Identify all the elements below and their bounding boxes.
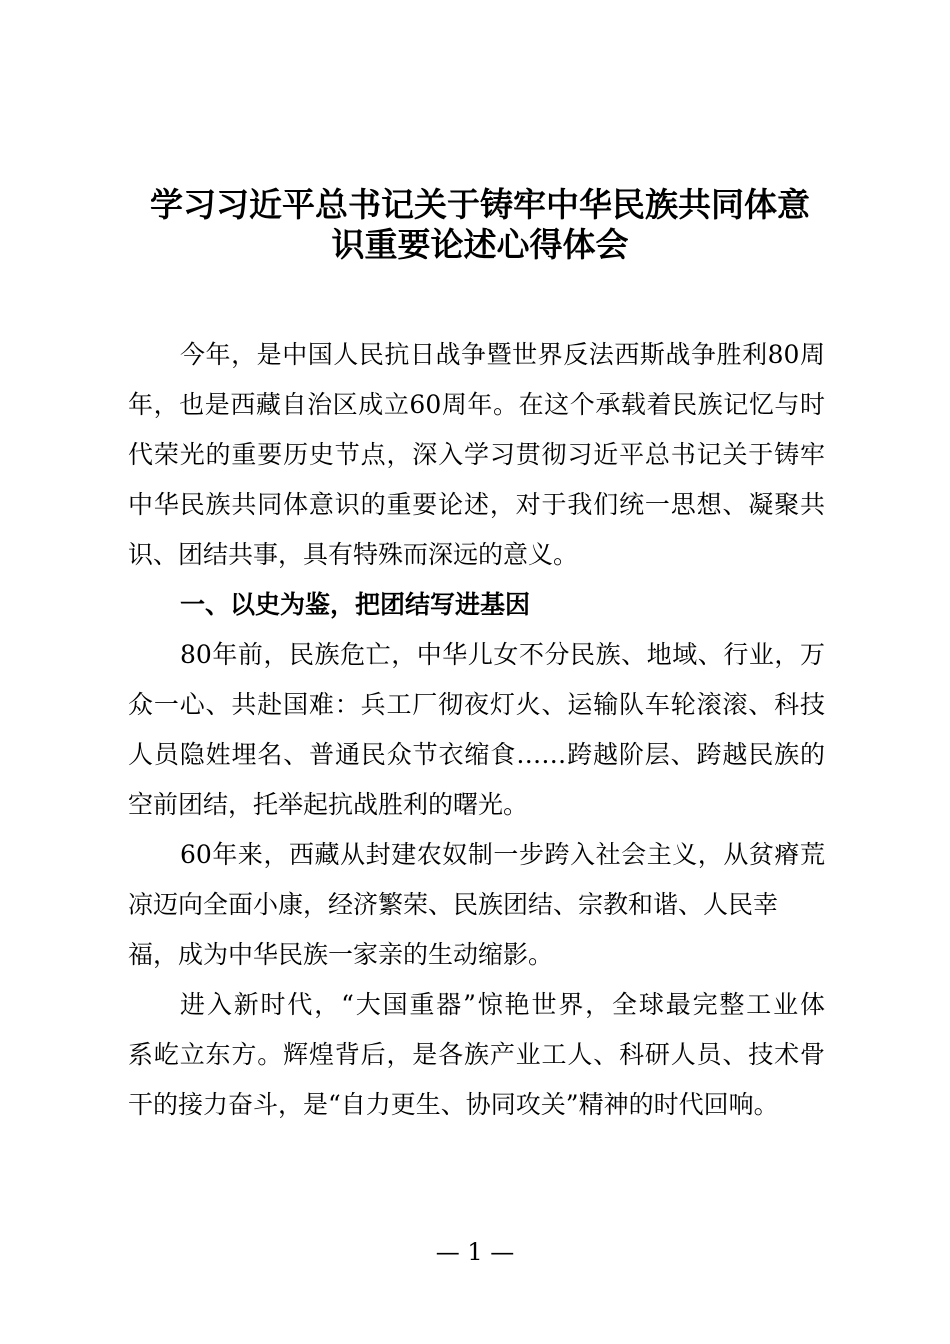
paragraph-line: 识、团结共事，具有特殊而深远的意义。 — [128, 540, 579, 569]
paragraph-line: 系屹立东方。辉煌背后，是各族产业工人、科研人员、技术骨 — [128, 1040, 825, 1069]
paragraph-line: 今年，是中国人民抗日战争暨世界反法西斯战争胜利80周 — [180, 340, 825, 369]
paragraph-line: 众一心、共赴国难：兵工厂彻夜灯火、运输队车轮滚滚、科技 — [128, 690, 825, 719]
paragraph-line: 福，成为中华民族一家亲的生动缩影。 — [128, 940, 554, 969]
paragraph-line: 代荣光的重要历史节点，深入学习贯彻习近平总书记关于铸牢 — [128, 440, 825, 469]
paragraph-line: 进入新时代，“大国重器”惊艳世界，全球最完整工业体 — [180, 990, 825, 1019]
paragraph-line: 年，也是西藏自治区成立60周年。在这个承载着民族记忆与时 — [128, 390, 825, 419]
section-heading: 一、以史为鉴，把团结写进基因 — [180, 590, 531, 619]
paragraph-line: 干的接力奋斗，是“自力更生、协同攻关”精神的时代回响。 — [128, 1090, 779, 1119]
paragraph-line: 80年前，民族危亡，中华儿女不分民族、地域、行业，万 — [180, 640, 825, 669]
paragraph-line: 人员隐姓埋名、普通民众节衣缩食……跨越阶层、跨越民族的 — [128, 740, 825, 769]
paragraph-line: 空前团结，托举起抗战胜利的曙光。 — [128, 790, 529, 819]
paragraph-line: 凉迈向全面小康，经济繁荣、民族团结、宗教和谐、人民幸 — [128, 890, 779, 919]
paragraph-line: 60年来，西藏从封建农奴制一步跨入社会主义，从贫瘠荒 — [180, 840, 825, 869]
document-title-line-2: 识重要论述心得体会 — [331, 225, 629, 264]
document-title-line-1: 学习习近平总书记关于铸牢中华民族共同体意 — [150, 185, 810, 224]
page-number: — 1 — — [435, 1238, 515, 1266]
paragraph-line: 中华民族共同体意识的重要论述，对于我们统一思想、凝聚共 — [128, 490, 825, 519]
